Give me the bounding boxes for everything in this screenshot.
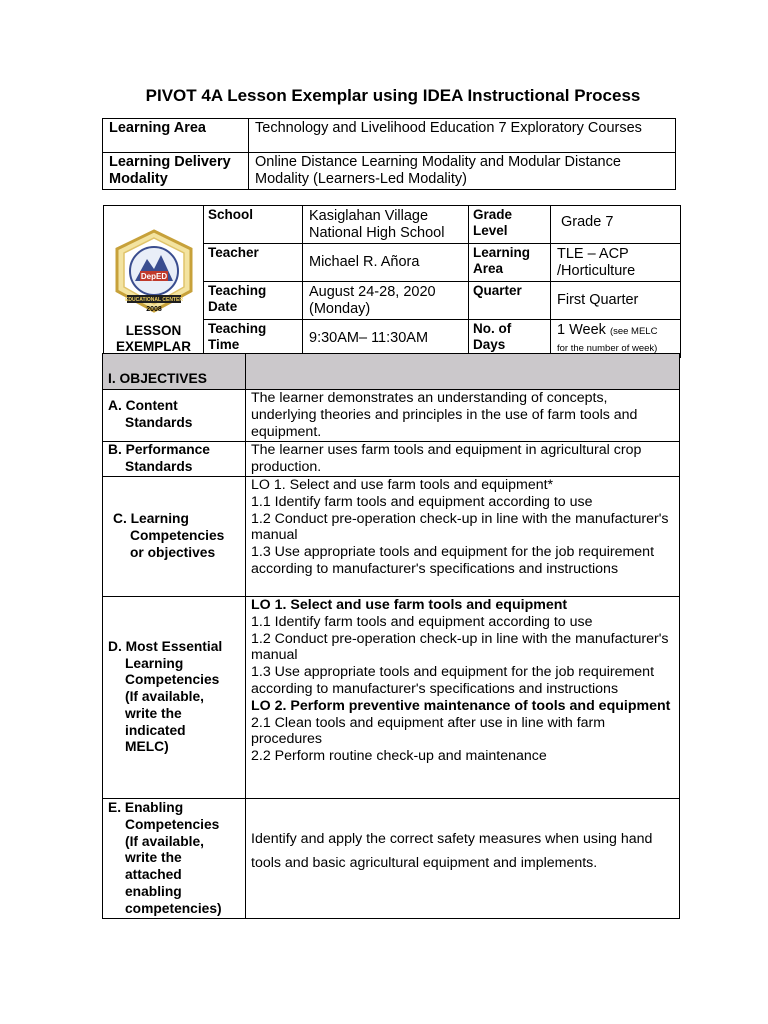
grade-label: Grade Level	[469, 206, 551, 244]
melc-line: 1.1 Identify farm tools and equipment according to use	[251, 613, 593, 630]
learning-competencies-label: C. Learning Competencies or objectives	[103, 477, 246, 597]
page-title: PIVOT 4A Lesson Exemplar using IDEA Instructional Process	[145, 86, 641, 105]
melc-line: 1.2 Conduct pre-operation check-up in line with the manufacturer's manual	[251, 630, 669, 664]
time-label: Teaching Time	[204, 320, 303, 358]
competency-line: LO 1. Select and use farm tools and equipment*	[251, 477, 554, 493]
logo-cell	[104, 206, 204, 358]
deped-seal-logo	[111, 229, 197, 319]
learning-area-value: Technology and Livelihood Education 7 Exploratory Courses	[249, 119, 676, 153]
time-value: 9:30AM– 11:30AM	[303, 320, 469, 358]
learning-area-label: Learning Area	[103, 119, 249, 153]
performance-standards-label: B. Performance Standards	[103, 442, 246, 477]
grade-value: Grade 7	[551, 206, 681, 244]
objectives-table	[102, 353, 680, 919]
competency-line: 1.1 Identify farm tools and equipment according to use	[251, 493, 593, 510]
date-value: August 24-28, 2020 (Monday)	[303, 282, 469, 320]
melc-lo1: LO 1. Select and use farm tools and equipment	[251, 597, 568, 613]
seal-year-text: 2008	[145, 306, 162, 313]
teacher-value: Michael R. Añora	[303, 244, 469, 282]
school-label: School	[204, 206, 303, 244]
info-table	[102, 118, 676, 190]
days-value: 1 Week	[557, 322, 606, 338]
lesson-exemplar-caption: LESSON EXEMPLAR	[115, 323, 191, 354]
content-standards-text: The learner demonstrates an understanding of concepts, underlying theories and principles in the use of farm tools and equipment.	[246, 390, 680, 442]
delivery-value: Online Distance Learning Modality and Modular Distance Modality (Learners-Led Modality)	[249, 153, 676, 190]
header-table	[103, 205, 681, 358]
objectives-heading: I. OBJECTIVES	[103, 354, 246, 390]
quarter-value: First Quarter	[551, 282, 681, 320]
enabling-competencies-label: E. Enabling Competencies (If available, write the attached enabling competencies)	[103, 799, 246, 919]
melc-line: 2.2 Perform routine check-up and maintenance	[251, 748, 547, 765]
enabling-competencies-text: Identify and apply the correct safety measures when using hand tools and basic agricultural equipment and implements.	[246, 799, 680, 919]
days-label: No. of Days	[469, 320, 551, 358]
area-value: TLE – ACP /Horticulture	[551, 244, 681, 282]
competency-line: 1.2 Conduct pre-operation check-up in line with the manufacturer's manual	[251, 510, 669, 544]
teacher-label: Teacher	[204, 244, 303, 282]
seal-brand-text: DepED	[140, 272, 167, 281]
melc-lo2: LO 2. Perform preventive maintenance of tools and equipment	[251, 697, 671, 714]
melc-label: D. Most Essential Learning Competencies (If available, write the indicated MELC)	[103, 597, 246, 799]
date-label: Teaching Date	[204, 282, 303, 320]
performance-standards-text: The learner uses farm tools and equipment in agricultural crop production.	[246, 442, 680, 477]
objectives-heading-blank	[246, 354, 680, 390]
melc-line: 1.3 Use appropriate tools and equipment for the job requirement according to manufacturer's specifications and instructions	[251, 664, 655, 697]
melc-line: 2.1 Clean tools and equipment after use in line with farm procedures	[251, 714, 606, 748]
seal-ribbon-text: EDUCATIONAL CENTER	[124, 297, 183, 303]
content-standards-label: A. Content Standards	[103, 390, 246, 442]
school-value: Kasiglahan Village National High School	[303, 206, 469, 244]
days-note: (see MELC	[609, 326, 658, 337]
delivery-label: Learning Delivery Modality	[103, 153, 249, 190]
quarter-label: Quarter	[469, 282, 551, 320]
competency-line: 1.3 Use appropriate tools and equipment for the job requirement according to manufacturer's specifications and instructions	[251, 544, 655, 577]
area-label: Learning Area	[469, 244, 551, 282]
days-note-2: for the number of week)	[557, 342, 658, 354]
